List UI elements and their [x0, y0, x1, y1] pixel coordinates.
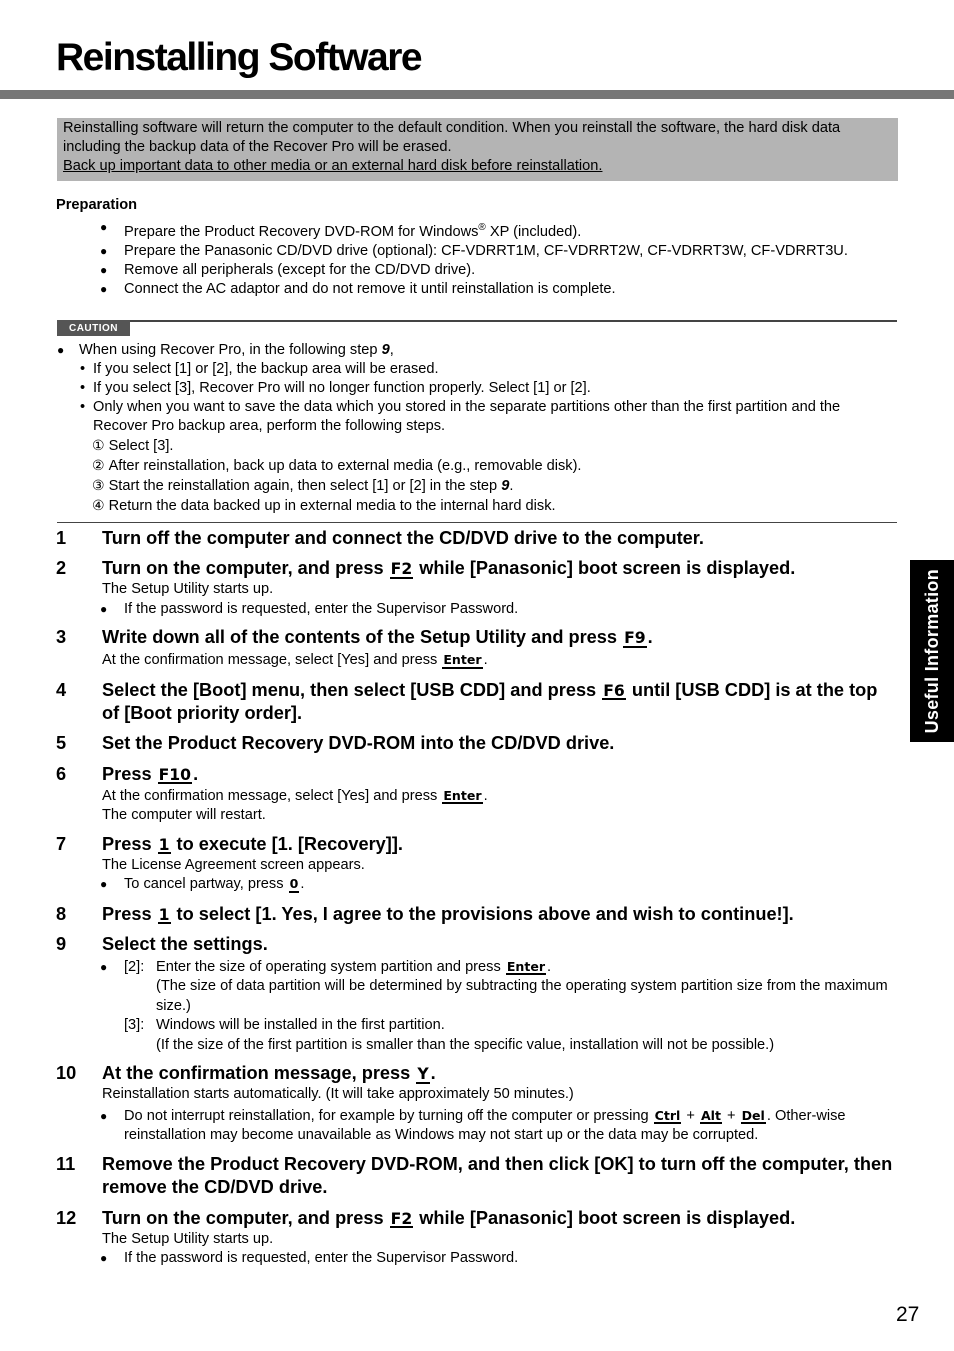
key-enter: Enter	[443, 787, 482, 803]
preparation-item: ● Prepare the Product Recovery DVD-ROM for Windows® XP (included).	[56, 218, 896, 242]
caution-label: CAUTION	[57, 320, 130, 336]
step-8: 8 Press 1 to select [1. Yes, I agree to the provisions above and wish to continue!].	[56, 903, 794, 924]
notice-box	[57, 118, 898, 181]
side-tab	[910, 560, 954, 742]
caution-substep: ① Select [3].	[92, 437, 174, 454]
caution-substep: ② After reinstallation, back up data to external media (e.g., removable disk).	[92, 457, 582, 474]
step-10: 10 At the confirmation message, press Y . Reinstallation starts automatically. (It will take approximately 50 minutes.) ● Do not interrupt reinstallation, for example by turning off the computer or pressing Ctrl + Alt + Del . Other-wise reinstallation may become unavailable as Windows may not start up or the data may be corrupted.	[56, 1062, 896, 1146]
key-y: Y	[417, 1064, 429, 1083]
key-f2: F2	[390, 1208, 413, 1228]
step-2: 2 Turn on the computer, and press F2 while [Panasonic] boot screen is displayed. The Setup Utility starts up. ● If the password is requested, enter the Supervisor Password.	[56, 557, 896, 619]
key-alt: Alt	[700, 1107, 721, 1123]
steps-list	[56, 527, 896, 1269]
key-enter: Enter	[443, 652, 482, 667]
title-rule	[0, 90, 954, 99]
preparation-item: ● Connect the AC adaptor and do not remove it until reinstallation is complete.	[56, 280, 896, 299]
step-3: 3 Write down all of the contents of the Setup Utility and press F9 . At the confirmation message, select [Yes] and press Enter .	[56, 627, 653, 668]
key-1: 1	[158, 904, 170, 924]
preparation-item: ● Remove all peripherals (except for the CD/DVD drive).	[56, 261, 896, 280]
step-1: 1 Turn off the computer and connect the CD/DVD drive to the computer.	[56, 528, 704, 548]
key-1: 1	[158, 834, 170, 854]
key-0: 0	[289, 876, 299, 891]
key-f9: F9	[624, 628, 646, 647]
key-enter: Enter	[506, 958, 546, 974]
caution-bullet: • If you select [3], Recover Pro will no longer function properly. Select [1] or [2].	[57, 379, 897, 398]
preparation-heading: Preparation	[56, 197, 138, 213]
page-title: Reinstalling Software	[56, 36, 422, 79]
caution-body	[57, 341, 897, 516]
preparation-section	[56, 196, 896, 299]
notice-text: Reinstalling software will return the computer to the default condition. When you reinstall the software, the hard disk data including the backup data of the Recover Pro will be erased.	[63, 120, 841, 155]
step-7: 7 Press 1 to execute [1. [Recovery]]. The License Agreement screen appears. ● To cancel partway, press 0 .	[56, 833, 896, 895]
caution-bullet: • If you select [1] or [2], the backup area will be erased.	[57, 360, 897, 379]
preparation-item: ● Prepare the Panasonic CD/DVD drive (optional): CF-VDRRT1M, CF-VDRRT2W, CF-VDRRT3W, CF-VDRRT3U.	[56, 242, 896, 261]
key-f2: F2	[390, 559, 413, 578]
key-f6: F6	[603, 680, 625, 700]
caution-substep: ④ Return the data backed up in external media to the internal hard disk.	[92, 497, 556, 514]
page-number: 27	[896, 1303, 920, 1326]
caution-substep: ③ Start the reinstallation again, then select [1] or [2] in the step 9.	[92, 477, 514, 494]
step-6: 6 Press F10 . At the confirmation message, select [Yes] and press Enter . The computer will restart.	[56, 763, 488, 823]
step-11: 11 Remove the Product Recovery DVD-ROM, and then click [OK] to turn off the computer, then remove the CD/DVD drive.	[56, 1153, 893, 1197]
notice-warning: Back up important data to other media or an external hard disk before reinstallation.	[63, 158, 603, 174]
caution-end-rule	[57, 522, 897, 523]
key-del: Del	[741, 1107, 765, 1123]
step-5: 5 Set the Product Recovery DVD-ROM into the CD/DVD drive.	[56, 732, 615, 753]
caution-intro: ● When using Recover Pro, in the following step 9,	[57, 341, 897, 360]
caution-rule	[57, 320, 897, 322]
step-4: 4 Select the [Boot] menu, then select [USB CDD] and press F6 until [USB CDD] is at the top of [Boot priority order].	[56, 679, 878, 723]
step-9: 9 Select the settings. ● [2]: Enter the size of operating system partition and press Enter . (The size of data partition will be determined by subtracting the operating system partition size from the maximum size.) [3]: Windows will be installed in the first partition. (If the size of the first partition is smaller than the specific value, installation will not be possible.)	[56, 933, 896, 1056]
step-12: 12 Turn on the computer, and press F2 while [Panasonic] boot screen is displayed. The Setup Utility starts up. ● If the password is requested, enter the Supervisor Password.	[56, 1207, 896, 1269]
caution-bullet: • Only when you want to save the data which you stored in the separate partitions other than the first partition and the Recover Pro backup area, perform the following steps.	[57, 398, 897, 436]
side-tab-label: Useful Information	[921, 568, 942, 734]
key-f10: F10	[158, 764, 192, 784]
key-ctrl: Ctrl	[654, 1107, 681, 1123]
